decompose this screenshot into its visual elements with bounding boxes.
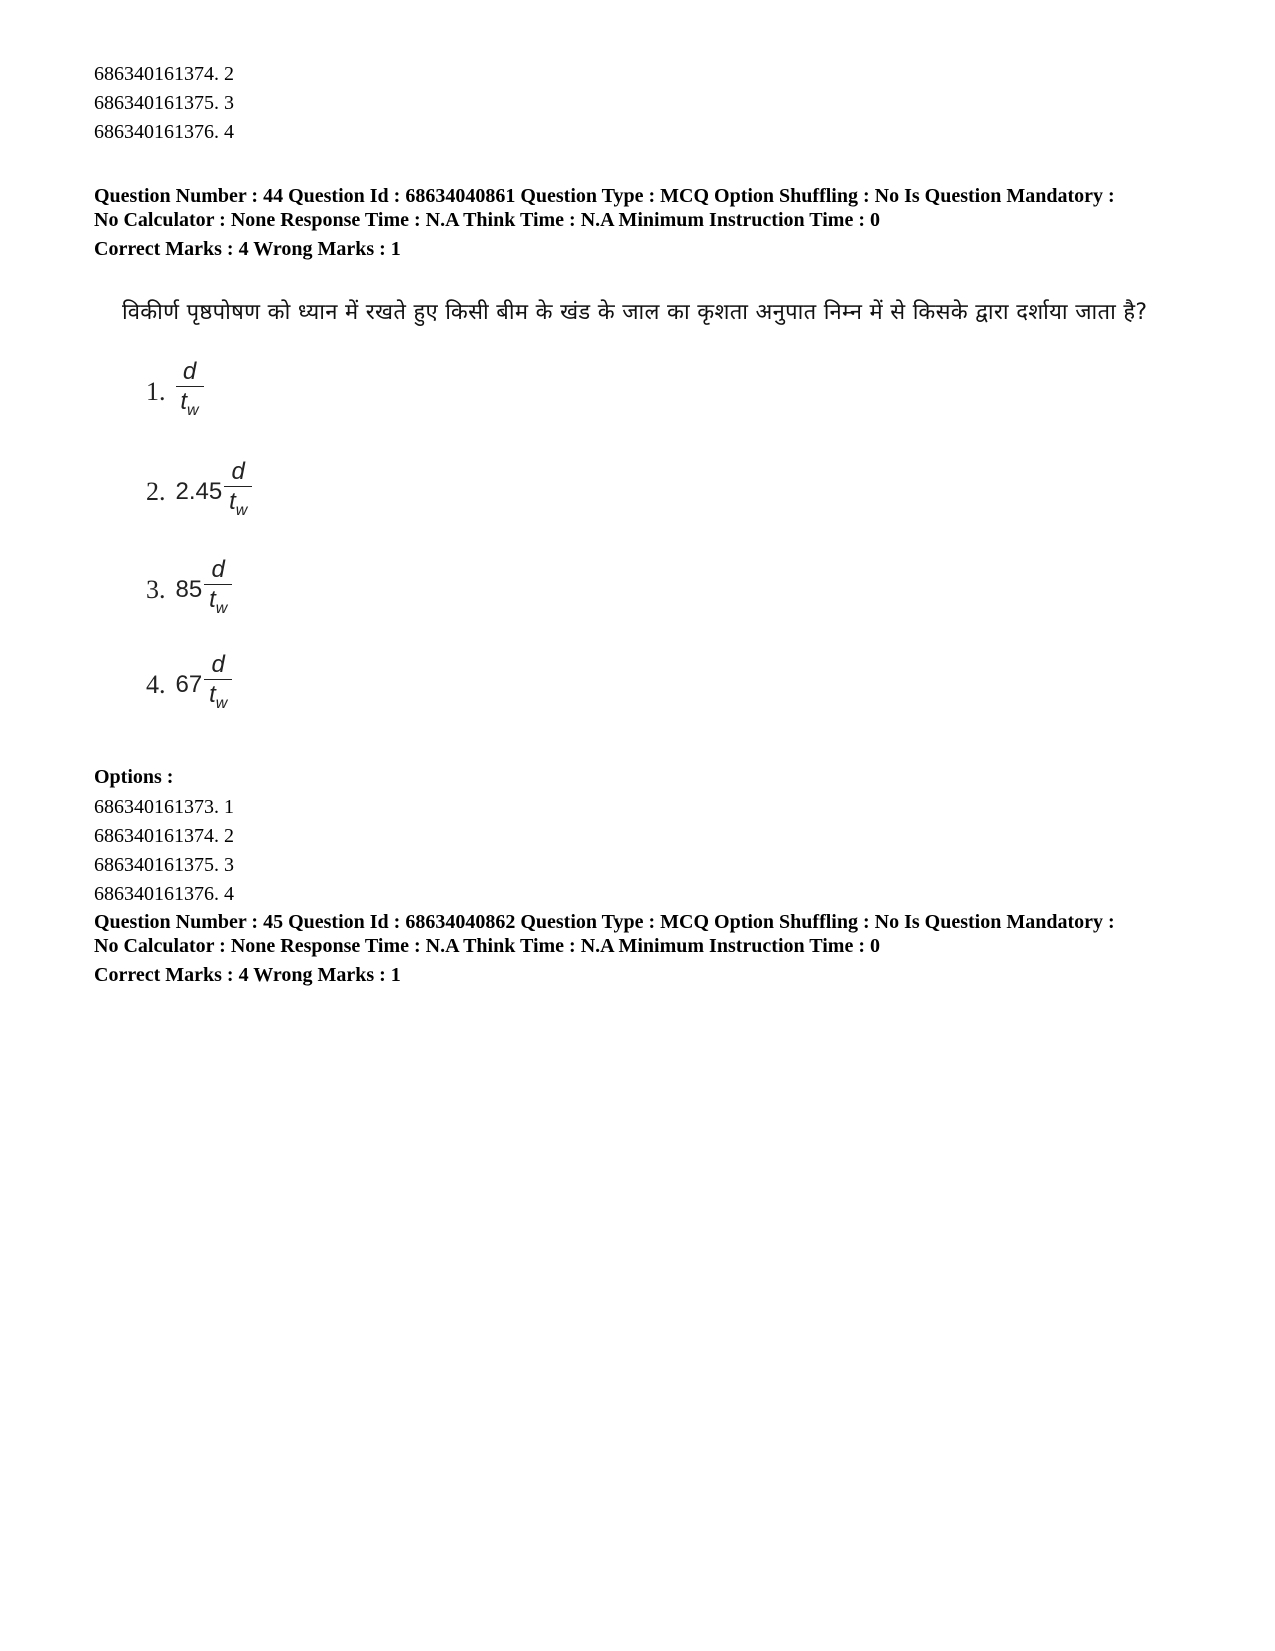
choice-number: 4. [146, 670, 166, 699]
option-item: 686340161376. 4 [94, 883, 234, 905]
choice-coefficient: 67 [175, 671, 203, 698]
fraction [176, 358, 204, 426]
q44-options-list [94, 793, 234, 909]
choice-number: 1. [146, 377, 166, 406]
q44-choice-4 [146, 645, 232, 725]
option-item: 686340161374. 2 [94, 825, 234, 847]
choice-number: 3. [146, 575, 166, 604]
fraction-denominator [180, 387, 198, 426]
q44-choice-2 [146, 452, 252, 532]
fraction-denominator [209, 680, 227, 719]
q44-header-line1: Question Number : 44 Question Id : 68634040861 Question Type : MCQ Option Shuffling : No Is Question Mandatory : [94, 185, 1115, 207]
denominator-base: t [229, 488, 236, 516]
previous-options-list [94, 60, 234, 147]
denominator-subscript: w [235, 502, 248, 520]
q45-header-line2: No Calculator : None Response Time : N.A Think Time : N.A Minimum Instruction Time : 0 [94, 935, 880, 957]
fraction [204, 651, 232, 719]
q44-choice-3 [146, 550, 232, 630]
fraction-denominator [209, 585, 227, 624]
fraction [224, 458, 252, 526]
fraction [204, 556, 232, 624]
denominator-subscript: w [215, 695, 228, 713]
q44-question-text: विकीर्ण पृष्ठपोषण को ध्यान में रखते हुए किसी बीम के खंड के जाल का कृशता अनुपात निम्न में से किसके द्वारा दर्शाया जाता है? [122, 300, 1148, 325]
previous-option: 686340161374. 2 [94, 63, 234, 85]
previous-option: 686340161375. 3 [94, 92, 234, 114]
q44-header-line2: No Calculator : None Response Time : N.A Think Time : N.A Minimum Instruction Time : 0 [94, 209, 880, 231]
denominator-base: t [209, 586, 216, 614]
choice-coefficient: 85 [175, 576, 203, 603]
option-item: 686340161373. 1 [94, 796, 234, 818]
q44-marks: Correct Marks : 4 Wrong Marks : 1 [94, 238, 401, 260]
q44-choice-1 [146, 352, 204, 432]
q44-options-label: Options : [94, 766, 174, 788]
choice-coefficient: 2.45 [175, 478, 223, 505]
denominator-base: t [209, 681, 216, 709]
fraction-numerator: d [211, 555, 225, 583]
q45-marks: Correct Marks : 4 Wrong Marks : 1 [94, 964, 401, 986]
previous-option: 686340161376. 4 [94, 121, 234, 143]
denominator-subscript: w [187, 402, 199, 420]
denominator-subscript: w [215, 600, 228, 618]
option-item: 686340161375. 3 [94, 854, 234, 876]
choice-number: 2. [146, 477, 166, 506]
q45-header-line1: Question Number : 45 Question Id : 68634040862 Question Type : MCQ Option Shuffling : No Is Question Mandatory : [94, 911, 1115, 933]
fraction-numerator: d [182, 357, 197, 385]
fraction-numerator: d [211, 650, 225, 678]
denominator-base: t [180, 388, 188, 416]
fraction-numerator: d [231, 457, 245, 485]
fraction-denominator [229, 487, 247, 526]
